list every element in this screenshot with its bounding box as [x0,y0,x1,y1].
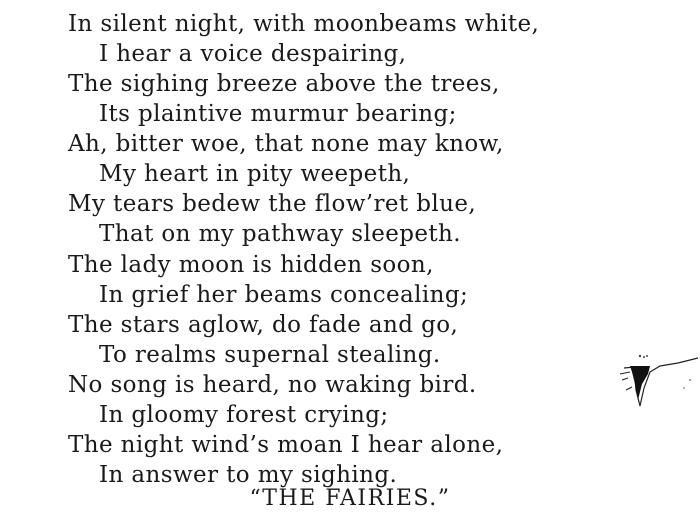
poem-line: I hear a voice despairing, [99,41,407,67]
poem-line: Its plaintive murmur bearing; [99,101,457,127]
stanza-1 [68,9,628,249]
poem-line: In gloomy forest crying; [99,402,389,428]
poem-line: In silent night, with moonbeams white, [68,11,540,37]
poem-line: The night wind’s moan I hear alone, [68,432,504,458]
poem-line: To realms supernal stealing. [99,342,441,368]
poem-line: My tears bedew the flow’ret blue, [68,191,477,217]
stanza-2 [68,250,628,490]
poem-line: The stars aglow, do fade and go, [68,312,459,338]
section-heading: “THE FAIRIES.” [249,486,451,511]
poem-line: No song is heard, no waking bird. [68,372,477,398]
poem-line: In answer to my sighing. [99,462,398,488]
poem-line: My heart in pity weepeth, [99,161,411,187]
poem-line: In grief her beams concealing; [99,282,469,308]
poem-line: Ah, bitter woe, that none may know, [68,131,504,157]
poem-line: The sighing breeze above the trees, [68,71,500,97]
poem-line: The lady moon is hidden soon, [68,252,434,278]
poem-line: That on my pathway sleepeth. [99,221,461,247]
ink-blot-icon [620,350,700,420]
